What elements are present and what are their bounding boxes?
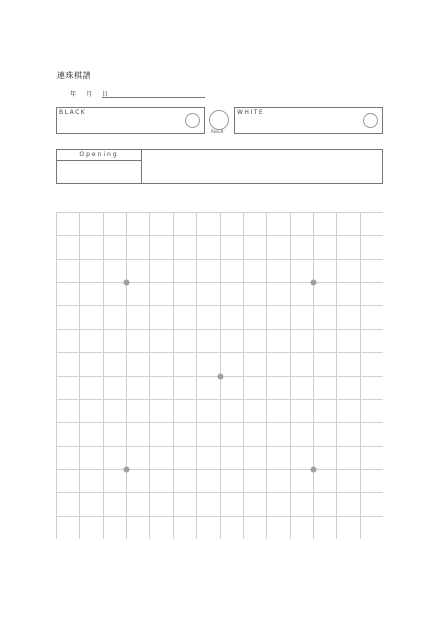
day-label: 日 [102, 91, 109, 98]
black-player-field[interactable] [56, 107, 205, 134]
white-label: WHITE [237, 109, 265, 116]
star-point [311, 467, 317, 473]
result-label: Result [211, 129, 224, 134]
star-point [311, 280, 317, 286]
page-title: 連珠棋譜 [57, 71, 91, 80]
black-label: BLACK [59, 109, 87, 116]
star-point [124, 280, 130, 286]
star-point [218, 374, 224, 380]
month-label: 月 [86, 91, 93, 98]
year-label: 年 [70, 91, 77, 98]
white-stone-icon [363, 113, 378, 128]
opening-name-cell[interactable] [57, 150, 142, 183]
go-board[interactable] [56, 212, 383, 539]
result-circle-icon [209, 110, 229, 130]
white-player-field[interactable] [234, 107, 383, 134]
opening-box [56, 149, 383, 184]
star-point [124, 467, 130, 473]
date-field[interactable] [102, 97, 205, 98]
opening-label: Opening [57, 150, 141, 161]
black-stone-icon [185, 113, 200, 128]
